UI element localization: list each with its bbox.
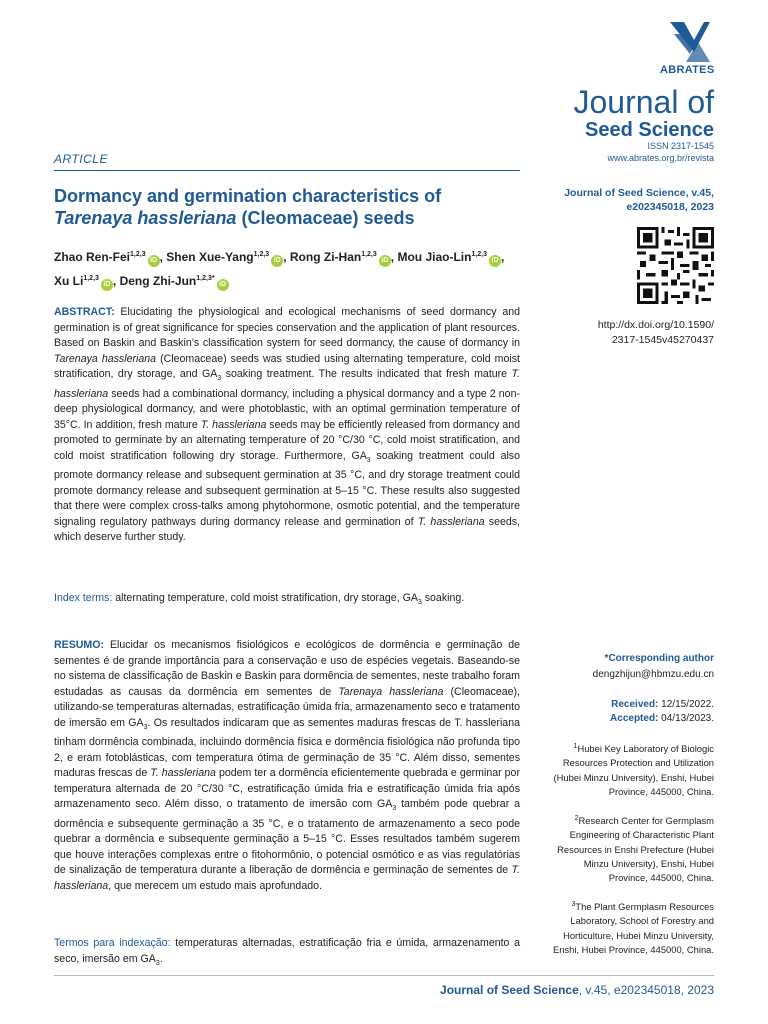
- accepted-date: 04/13/2023.: [658, 713, 714, 724]
- brand-name: ABRATES: [660, 64, 715, 76]
- footer-divider: [54, 975, 714, 976]
- dates: [610, 698, 714, 726]
- doi-link[interactable]: http://dx.doi.org/10.1590/ 2317-1545v45270437: [597, 319, 714, 346]
- journal-website-link[interactable]: www.abrates.org.br/revista: [607, 153, 714, 163]
- issn: ISSN 2317-1545: [647, 141, 714, 151]
- author[interactable]: Deng Zhi-Jun$^{1,2,3*}$iD: [120, 274, 229, 288]
- orcid-icon[interactable]: iD: [271, 255, 283, 267]
- resumo: RESUMO: Elucidar os mecanismos fisiológicos e ecológicos de dormência e germinação de sementes é de grande importância para a conservação e uso de espécies vegetais. Baseando-se no sistema de classificação de Baskin e Baskin para dormência de sementes, neste trabalho foram estudadas as causas da dormência em sementes de Tarenaya hassleriana (Cleomaceae), utilizando-se temperaturas alternadas, estratificação úmida fria, armazenamento seco e tratamento de imersão em $GA_3$. Os resultados indicaram que as sementes maduras frescas de T. hassleriana tinham dormência combinada, incluindo dormência física e dormência fisiológica não profunda tipo 2, e eram fotoblásticas, com temperatura ótima de germinação de 35 °C. Além disso, sementes maduras frescas de T. hassleriana podem ter a dormência eficientemente quebrada e germinar por temperatura alternada de 20 °C/30 °C, estratificação úmida fria e estratificação úmida fria após armazenamento seco. Além disso, o tratamento de imersão com $GA_3$ também pode quebrar a dormência e subsequente germinação a 35 °C, e o tratamento de armazenamento a seco pode quebrar a dormência e subsequente germinação a 5–15 °C. Esses resultados também sugerem que houve interações complexas entre o fitohormônio, o potencial osmótico e as vias regulatórias de sinalização de temperatura durante a liberação de dormência e germinação de sementes de T. hassleriana, que merecem um estudo mais aprofundado.: [54, 639, 521, 892]
- resumo-label: RESUMO:: [54, 639, 105, 651]
- affiliation: $^2$Research Center for Germplasm Engineering of Characteristic Plant Resources in Enshi Prefecture (Hubei Minzu University), Enshi, Hubei Province, 445000, China.: [557, 815, 714, 883]
- orcid-icon[interactable]: iD: [101, 279, 113, 291]
- corresponding-email-link[interactable]: dengzhijun@hbmzu.edu.cn: [592, 669, 714, 680]
- orcid-icon[interactable]: iD: [379, 255, 391, 267]
- author-list: Zhao Ren-Fei$^{1,2,3}$iD , Shen Xue-Yang$^{1,2,3}$iD , Rong Zi-Han$^{1,2,3}$iD , Mou Jiao-Lin$^{1,2,3}$iD , Xu Li$^{1,2,3}$iD , Deng Zhi-Jun$^{1,2,3*}$iD: [54, 244, 520, 292]
- qr-code-icon[interactable]: [637, 227, 714, 304]
- title-text-end: (Cleomaceae) seeds: [236, 208, 415, 228]
- termos-indexacao: Termos para indexação: temperaturas alternadas, estratificação fria e úmida, armazenamento a seco, imersão em $GA_3$.: [54, 937, 521, 967]
- journal-title: [573, 86, 714, 140]
- title-text: Dormancy and germination characteristics of: [54, 186, 442, 206]
- abrates-logo-icon: [664, 18, 714, 66]
- journal-title-line1: Journal of: [573, 84, 714, 120]
- received-label: Received:: [611, 699, 659, 710]
- author[interactable]: Shen Xue-Yang$^{1,2,3}$iD: [166, 250, 283, 264]
- accepted-label: Accepted:: [610, 713, 659, 724]
- corresponding-author-label: *Corresponding author: [604, 653, 714, 664]
- title-species: Tarenaya hassleriana: [54, 208, 237, 228]
- author[interactable]: Rong Zi-Han$^{1,2,3}$iD: [290, 250, 391, 264]
- footer-journal-name: Journal of Seed Science: [440, 983, 579, 997]
- affiliation: $^3$The Plant Germplasm Resources Laboratory, School of Forestry and Horticulture, Hubei Minzu University, Enshi, Hubei Province, 445000, China.: [552, 901, 714, 955]
- abstract-label: ABSTRACT:: [54, 306, 115, 318]
- orcid-icon[interactable]: iD: [217, 279, 229, 291]
- journal-title-line2: Seed Science: [585, 119, 714, 141]
- orcid-icon[interactable]: iD: [148, 255, 160, 267]
- termos-label: Termos para indexação:: [54, 937, 171, 949]
- received-date: 12/15/2022.: [658, 699, 714, 710]
- index-terms-label: Index terms:: [54, 592, 113, 604]
- article-type-tag: ARTICLE: [54, 152, 108, 166]
- footer-volume: , v.45, e202345018, 2023: [578, 983, 714, 997]
- article-title: [54, 185, 520, 229]
- footer-citation: [440, 983, 714, 997]
- author[interactable]: Mou Jiao-Lin$^{1,2,3}$iD: [397, 250, 501, 264]
- citation: Journal of Seed Science, v.45, e202345018, 2023: [564, 187, 714, 213]
- divider: [54, 170, 520, 171]
- orcid-icon[interactable]: iD: [489, 255, 501, 267]
- index-terms: Index terms: alternating temperature, cold moist stratification, dry storage, $GA_3$ soaking.: [54, 592, 465, 607]
- abstract: ABSTRACT: Elucidating the physiological and ecological mechanisms of seed dormancy and germination is of great significance for species conservation and the application of plant resources. Based on Baskin and Baskin’s classification system for seed dormancy, the cause of dormancy in Tarenaya hassleriana (Cleomaceae) seeds was studied using alternating temperature, cold moist stratification, dry storage, and $GA_3$ soaking treatment. The results indicated that fresh mature T. hassleriana seeds had a combinational dormancy, including a physical dormancy and a type 2 non-deep physiological dormancy, and were photoblastic, with an optimal germination temperature of 35°C. In addition, fresh mature T. hassleriana seeds may be efficiently released from dormancy and promoted to germinate by an alternating temperature of 20 °C/30 °C, cold moist stratification, and cold moist stratification following dry storage. Furthermore, $GA_3$ soaking treatment could also promote dormancy release and subsequent germination at 35 °C, and dry storage treatment could promote dormancy release and subsequent germination at 5–15 °C. These results also suggested that there were complex cross-talks among phytohormone, osmotic potential, and the temperature signaling regulatory pathways during dormancy release and germination of T. hassleriana seeds, which deserve further study.: [54, 306, 521, 544]
- affiliation: $^1$Hubei Key Laboratory of Biologic Resources Protection and Utilization (Hubei Minzu University), Enshi, Hubei Province, 445000, China.: [553, 743, 714, 797]
- author[interactable]: Xu Li$^{1,2,3}$iD: [54, 274, 113, 288]
- author[interactable]: Zhao Ren-Fei$^{1,2,3}$iD: [54, 250, 160, 264]
